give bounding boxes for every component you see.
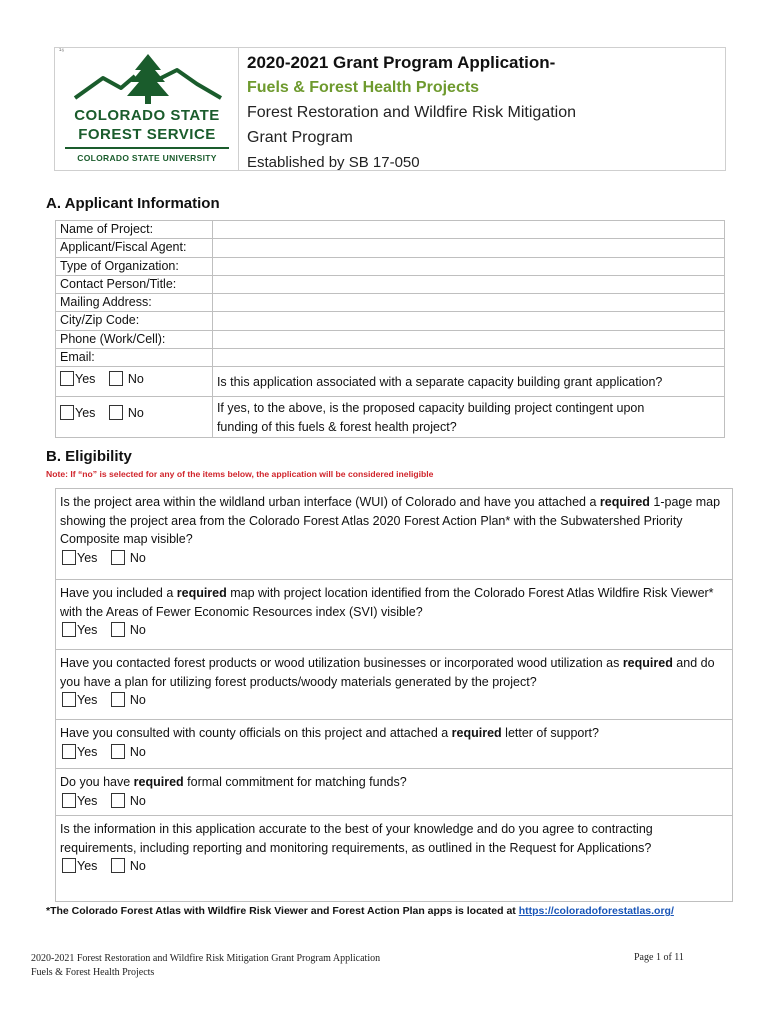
field-label: Applicant/Fiscal Agent: xyxy=(56,239,213,257)
capacity-grant-question: Is this application associated with a separate capacity building grant application? xyxy=(212,367,724,397)
question-text: Do you have xyxy=(60,775,134,789)
logo xyxy=(55,48,239,170)
no-checkbox[interactable] xyxy=(111,744,125,759)
eligibility-table xyxy=(55,488,733,902)
header-box xyxy=(54,47,726,171)
question-text: Is the information in this application accurate to the best of your knowledge and do you agree to contracting requirements, including reporting and monitoring requirements, as outlined in the Request for Applications? xyxy=(60,822,653,855)
required-emphasis: required xyxy=(622,656,673,670)
capacity-grant-answer xyxy=(56,367,213,397)
yes-label: Yes xyxy=(75,406,96,421)
yes-checkbox[interactable] xyxy=(62,744,76,759)
logo-text-forest-service: FOREST SERVICE xyxy=(78,126,216,143)
question-text: formal commitment for matching funds? xyxy=(183,775,407,789)
no-checkbox[interactable] xyxy=(111,550,125,565)
required-emphasis: required xyxy=(176,586,227,600)
forest-atlas-link[interactable]: https://coloradoforestatlas.org/ xyxy=(518,905,674,917)
eligibility-item-wui xyxy=(56,489,733,580)
yes-label: Yes xyxy=(77,793,98,808)
program-name-line2: Grant Program xyxy=(247,129,353,146)
no-label: No xyxy=(129,744,146,759)
no-checkbox[interactable] xyxy=(111,793,125,808)
table-row xyxy=(56,816,733,902)
section-b-heading: B. Eligibility xyxy=(46,448,132,465)
contingent-answer xyxy=(56,397,213,438)
table-row xyxy=(56,580,733,650)
yes-label: Yes xyxy=(77,550,98,565)
field-label: City/Zip Code: xyxy=(56,312,213,330)
logo-text-colorado-state: COLORADO STATE xyxy=(74,107,220,124)
ineligibility-note: Note: If “no” is selected for any of the items below, the application will be considered ineligible xyxy=(46,469,434,479)
field-label: Mailing Address: xyxy=(56,294,213,312)
question-text: map with project location identified from the Colorado Forest Atlas Wildfire Risk Viewer* with the Areas of Fewer Economic Resources index (SVI) visible? xyxy=(60,586,714,619)
eligibility-item-accuracy xyxy=(56,816,733,902)
question-text: Is the project area within the wildland urban interface (WUI) of Colorado and have you attached a xyxy=(60,495,600,509)
eligibility-item-wood-utilization xyxy=(56,650,733,720)
yes-checkbox[interactable] xyxy=(62,550,76,565)
question-text: 1-page map showing the project area from the Colorado Forest Atlas 2020 Forest Action Plan* with the Subwatershed Priority Composite map visible? xyxy=(60,495,721,546)
yes-checkbox[interactable] xyxy=(62,858,76,873)
no-label: No xyxy=(129,693,146,707)
footer-line: Fuels & Forest Health Projects xyxy=(31,967,155,978)
question-text: Have you consulted with county officials on this project and attached a xyxy=(60,726,452,740)
answer-row xyxy=(62,549,728,568)
table-row xyxy=(56,257,725,275)
answer-row xyxy=(62,743,728,762)
table-row xyxy=(56,349,725,367)
table-row xyxy=(56,769,733,816)
page-subtitle: Fuels & Forest Health Projects xyxy=(247,79,480,96)
question-line: funding of this fuels & forest health project? xyxy=(216,420,457,435)
page-footer xyxy=(31,952,380,980)
table-row xyxy=(56,239,725,257)
answer-row xyxy=(62,691,728,710)
program-name-line1: Forest Restoration and Wildfire Risk Mitigation xyxy=(247,104,577,121)
no-checkbox[interactable] xyxy=(109,405,123,420)
table-row xyxy=(56,720,733,769)
table-row xyxy=(56,330,725,348)
forest-atlas-footnote xyxy=(46,905,674,917)
yes-checkbox[interactable] xyxy=(62,692,76,707)
field-label: Email: xyxy=(56,349,213,367)
applicant-field[interactable] xyxy=(212,239,724,257)
no-checkbox[interactable] xyxy=(111,692,125,707)
yes-checkbox[interactable] xyxy=(62,793,76,808)
contact-person-field[interactable] xyxy=(212,275,724,293)
email-field[interactable] xyxy=(212,349,724,367)
yes-checkbox[interactable] xyxy=(62,622,76,637)
contingent-question xyxy=(212,397,724,438)
yes-label: Yes xyxy=(77,623,98,637)
required-emphasis: required xyxy=(599,495,650,509)
no-checkbox[interactable] xyxy=(109,371,123,386)
city-zip-field[interactable] xyxy=(212,312,724,330)
logo-divider xyxy=(65,147,229,149)
table-row xyxy=(56,367,725,397)
yes-label: Yes xyxy=(77,693,98,707)
yes-label: Yes xyxy=(75,372,96,387)
yes-checkbox[interactable] xyxy=(60,371,74,386)
eligibility-item-risk-viewer xyxy=(56,580,733,650)
answer-row xyxy=(62,621,728,640)
section-a-heading: A. Applicant Information xyxy=(46,195,220,212)
applicant-info-table xyxy=(55,220,725,438)
no-label: No xyxy=(129,623,146,637)
table-row xyxy=(56,397,725,438)
required-emphasis: required xyxy=(451,726,502,740)
required-emphasis: required xyxy=(133,775,184,789)
table-row xyxy=(56,275,725,293)
question-text: Have you included a xyxy=(60,586,177,600)
no-label: No xyxy=(129,793,146,808)
phone-field[interactable] xyxy=(212,330,724,348)
mailing-address-field[interactable] xyxy=(212,294,724,312)
eligibility-item-county-support xyxy=(56,720,733,769)
no-checkbox[interactable] xyxy=(111,622,125,637)
footnote-text: *The Colorado Forest Atlas with Wildfire Risk Viewer and Forest Action Plan apps is located at xyxy=(46,905,519,917)
table-row xyxy=(56,650,733,720)
table-row xyxy=(56,221,725,239)
field-label: Type of Organization: xyxy=(56,257,213,275)
question-text: and do you have a plan for utilizing forest products/woody materials generated by the project? xyxy=(60,656,715,689)
logo-text-university: COLORADO STATE UNIVERSITY xyxy=(77,153,217,163)
table-row xyxy=(56,489,733,580)
no-label: No xyxy=(129,859,146,873)
no-label: No xyxy=(127,372,144,387)
field-label: Phone (Work/Cell): xyxy=(56,330,213,348)
no-checkbox[interactable] xyxy=(111,858,125,873)
page-title: 2020-2021 Grant Program Application- xyxy=(247,53,556,72)
mountain-tree-icon xyxy=(73,54,223,106)
organization-type-field[interactable] xyxy=(212,257,724,275)
question-text: Have you contacted forest products or wood utilization businesses or incorporated wood utilization as xyxy=(60,656,623,670)
yes-checkbox[interactable] xyxy=(60,405,74,420)
corner-mark: ¹⁶ xyxy=(59,48,65,55)
question-line: If yes, to the above, is the proposed capacity building project contingent upon xyxy=(216,401,645,416)
page-number: Page 1 of 11 xyxy=(634,952,684,963)
established-note: Established by SB 17-050 xyxy=(247,154,420,171)
field-label: Contact Person/Title: xyxy=(56,275,213,293)
question-text: letter of support? xyxy=(501,726,599,740)
no-label: No xyxy=(129,550,146,565)
answer-row xyxy=(62,792,728,811)
eligibility-item-matching-funds xyxy=(56,769,733,816)
no-label: No xyxy=(127,406,144,421)
yes-label: Yes xyxy=(77,744,98,759)
yes-label: Yes xyxy=(77,859,98,873)
footer-line: 2020-2021 Forest Restoration and Wildfire Risk Mitigation Grant Program Application xyxy=(31,953,381,964)
field-label: Name of Project: xyxy=(56,221,213,239)
table-row xyxy=(56,294,725,312)
table-row xyxy=(56,312,725,330)
title-block xyxy=(247,50,717,175)
project-name-field[interactable] xyxy=(212,221,724,239)
answer-row xyxy=(62,857,728,876)
